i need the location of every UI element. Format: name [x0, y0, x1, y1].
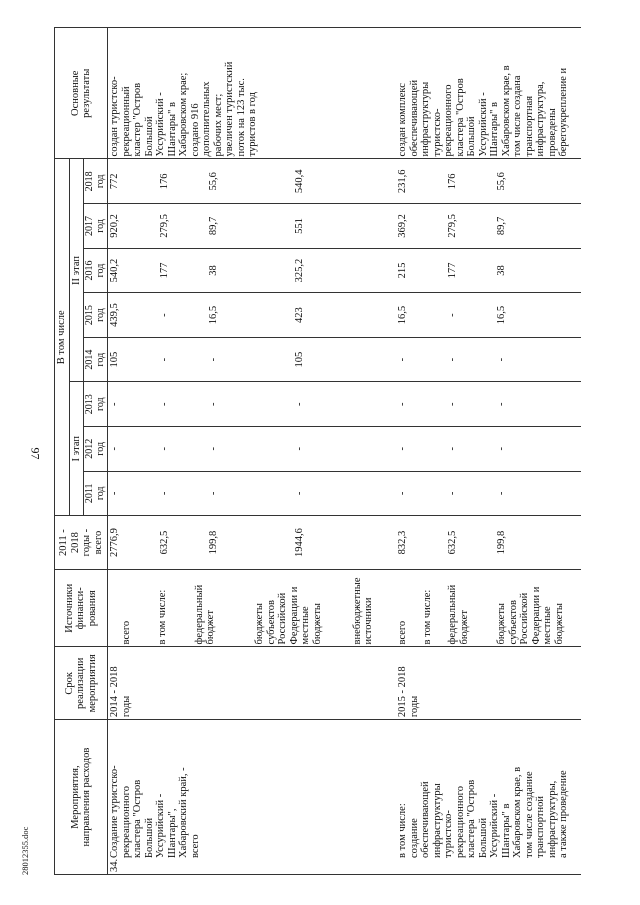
year-value: - [159, 313, 170, 317]
year-value: 279,5 [159, 214, 170, 238]
table-header [55, 28, 108, 875]
year-value: 105 [294, 351, 305, 368]
header-sources: Источники финанси- рования [55, 570, 108, 647]
year-value: 16,5 [496, 305, 507, 325]
table-row [108, 28, 397, 875]
period-cell: 2014 - 2018 годы [108, 647, 397, 720]
total-value: 832,3 [397, 530, 408, 555]
expenditure-table [54, 27, 581, 875]
year-cell [108, 426, 397, 471]
year-value: 920,2 [109, 214, 120, 238]
year-value [133, 338, 158, 382]
header-stage-2: II этап [69, 159, 84, 382]
year-value: - [159, 357, 170, 362]
event-cell [108, 720, 397, 875]
source-line: федеральный бюджет [193, 584, 216, 645]
year-cell [396, 248, 581, 293]
year-cell [108, 471, 397, 516]
year-value: - [208, 491, 219, 496]
year-value: 16,5 [397, 305, 408, 325]
event-cell [396, 720, 581, 875]
source-line: в том числе: [157, 589, 168, 645]
year-value [421, 204, 446, 248]
row-number: 34. [109, 858, 120, 872]
year-value [133, 293, 158, 337]
source-line: в том числе: [422, 589, 433, 645]
event-text: в том числе: создание обеспечивающей инфраструктуры туристско- рекреационного кластера "Остров Большой Уссурийский - Шантары" в Хабаровском крае, в том числе создание транспортной инфраструктуры, а также проведение [397, 766, 569, 858]
source-line: всего [120, 620, 132, 645]
year-value: 176 [159, 173, 170, 190]
source-line: бюджеты субъектов Российской Федерации и местные бюджеты [254, 586, 323, 645]
year-value [133, 159, 158, 203]
year-value [421, 472, 446, 516]
total-value: 199,8 [496, 530, 507, 555]
year-value [421, 338, 446, 382]
header-results: Основные результаты [55, 28, 108, 159]
year-value: 772 [109, 173, 120, 190]
total-value: 199,8 [208, 530, 219, 555]
header-total: 2011 - 2018 годы - всего [55, 516, 108, 570]
year-value: 16,5 [208, 305, 219, 325]
year-value: 55,6 [496, 172, 507, 191]
year-value: - [109, 402, 120, 406]
source-cell [108, 570, 397, 647]
year-value: 215 [397, 262, 408, 279]
results-cell: создан туристско- рекреационный кластер "Остров Большой Уссурийский - Шантары" в Хабаровском крае; создано 916 дополнительных рабочих мест; увеличен туристский поток на 123 тыс. туристов в год [108, 28, 397, 159]
year-value: 551 [294, 218, 305, 234]
header-year: 2016 год [84, 248, 108, 293]
year-cell [396, 382, 581, 427]
year-value [133, 249, 158, 293]
header-year: 2018 год [84, 159, 108, 204]
year-value: - [397, 491, 408, 496]
year-value: 105 [109, 351, 120, 368]
year-value: 423 [294, 307, 305, 323]
source-cell [396, 570, 581, 647]
year-value: 279,5 [447, 214, 458, 238]
year-cell [396, 337, 581, 382]
header-year: 2013 год [84, 382, 108, 427]
header-year: 2014 год [84, 337, 108, 382]
page-number: 97 [28, 447, 43, 460]
header-year: 2017 год [84, 204, 108, 249]
year-value: 177 [447, 262, 458, 279]
year-value: 38 [496, 265, 507, 276]
year-value: 89,7 [496, 216, 507, 236]
total-value [421, 516, 446, 569]
rotated-page-content [54, 27, 610, 875]
header-stage-1: I этап [69, 382, 84, 516]
header-of-which: В том числе [55, 159, 70, 516]
year-cell [396, 204, 581, 249]
year-value [133, 204, 158, 248]
year-value: 439,5 [109, 303, 120, 327]
year-value: - [447, 402, 458, 406]
year-cell [396, 159, 581, 204]
year-value: 38 [208, 265, 219, 276]
year-value: - [159, 491, 170, 496]
year-value: 369,2 [397, 214, 408, 238]
year-value: - [496, 447, 507, 451]
source-line: федеральный бюджет [447, 584, 470, 645]
year-value: - [208, 357, 219, 362]
year-cell [108, 248, 397, 293]
total-value: 1944,6 [294, 528, 305, 558]
results-cell: создан комплекс обеспечивающей инфраструктуры туристско- рекреационного кластера "Остров Большой Уссурийский - Шантары" в Хабаровском крае, в том числе создана транспортная инфраструктура, проведены берегоукрепление и [396, 28, 581, 159]
year-value: - [447, 447, 458, 451]
year-value: 177 [159, 262, 170, 279]
header-year: 2012 год [84, 426, 108, 471]
year-value: - [159, 447, 170, 451]
year-cell [108, 337, 397, 382]
header-year: 2011 год [84, 471, 108, 516]
total-cell [108, 516, 397, 570]
source-line: всего [397, 620, 408, 645]
table-row [396, 28, 581, 875]
year-cell [108, 382, 397, 427]
year-value: 540,4 [294, 169, 305, 194]
year-value: - [496, 402, 507, 406]
year-value: - [397, 357, 408, 362]
year-value: - [294, 402, 305, 406]
year-value: - [447, 491, 458, 496]
year-value [421, 382, 446, 426]
total-value: 2776,9 [109, 528, 120, 558]
year-value: 89,7 [208, 216, 219, 236]
year-value: - [208, 447, 219, 451]
header-events: Мероприятия, направления расходов [55, 720, 108, 875]
year-value: - [159, 402, 170, 406]
year-value: - [397, 447, 408, 451]
year-value [133, 427, 158, 471]
year-cell [108, 159, 397, 204]
year-value [133, 382, 158, 426]
year-value: - [294, 491, 305, 496]
year-value: - [447, 313, 458, 317]
table-body [108, 28, 582, 875]
period-cell: 2015 - 2018 годы [396, 647, 581, 720]
total-cell [396, 516, 581, 570]
year-cell [108, 293, 397, 338]
year-value: - [496, 491, 507, 496]
year-cell [396, 471, 581, 516]
total-value: 632,5 [159, 530, 170, 555]
year-value: - [447, 357, 458, 362]
year-value: - [294, 447, 305, 451]
year-value: 55,6 [208, 172, 219, 191]
source-line: внебюджетные источники [351, 577, 374, 645]
year-value: - [397, 402, 408, 406]
year-value: - [109, 491, 120, 496]
year-value [133, 472, 158, 516]
year-value: 540,2 [109, 258, 120, 283]
year-cell [396, 293, 581, 338]
year-value: - [496, 357, 507, 362]
year-cell [108, 204, 397, 249]
year-value: - [109, 447, 120, 451]
year-cell [396, 426, 581, 471]
year-value [421, 249, 446, 293]
year-value: 176 [447, 173, 458, 190]
source-line: бюджеты субъектов Российской Федерации и местные бюджеты [496, 586, 565, 645]
total-value [133, 516, 158, 569]
total-value: 632,5 [447, 530, 458, 555]
event-text: Создание туристско- рекреационного кластера "Остров Большой Уссурийский - Шантары", Хабаровский край, - всего [109, 765, 201, 858]
year-value: 325,2 [294, 258, 305, 283]
year-value [421, 159, 446, 203]
header-period: Срок реализации мероприятия [55, 647, 108, 720]
footer-filename: 28012355.doc [20, 826, 30, 875]
header-year: 2015 год [84, 293, 108, 338]
year-value: 231,6 [397, 169, 408, 194]
year-value: - [208, 402, 219, 406]
year-value [421, 293, 446, 337]
year-value [421, 427, 446, 471]
